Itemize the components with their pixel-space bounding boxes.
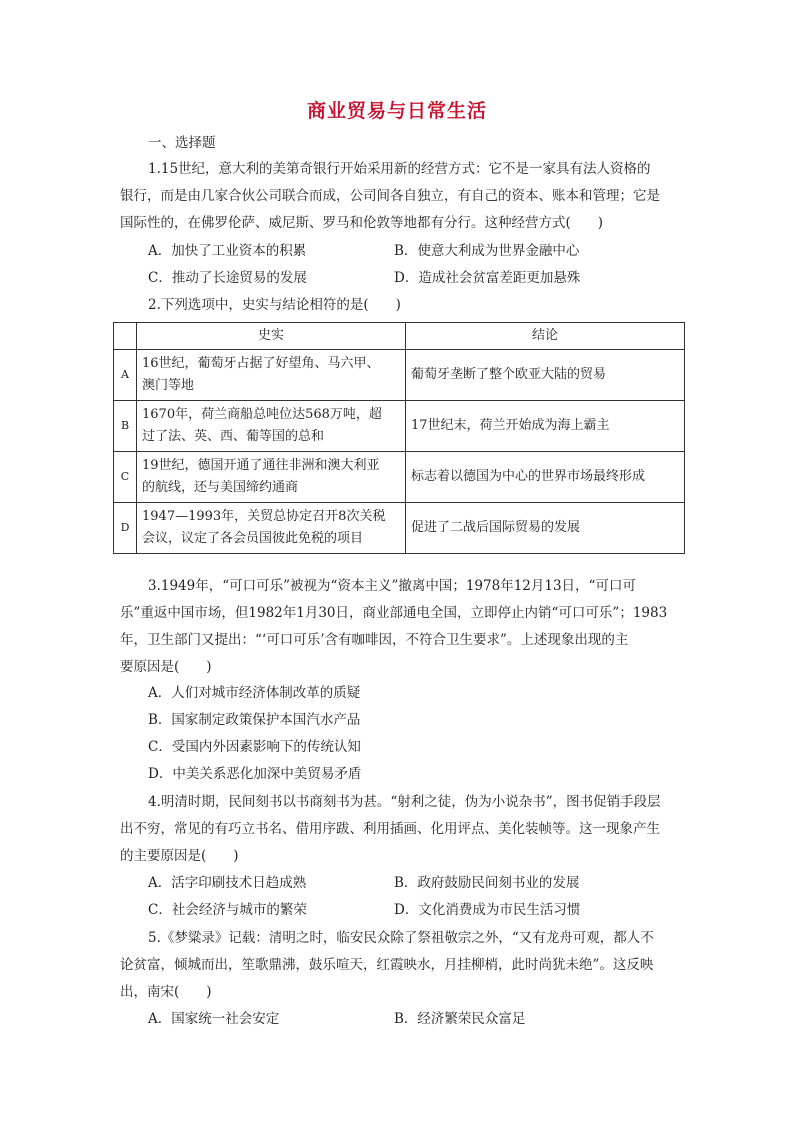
q3-option-a[interactable]: A．人们对城市经济体制改革的质疑 bbox=[148, 685, 361, 701]
table-header-conclusion: 结论 bbox=[406, 323, 685, 350]
section-heading: 一、选择题 bbox=[148, 135, 216, 151]
row-conclusion: 葡萄牙垄断了整个欧亚大陆的贸易 bbox=[406, 350, 685, 401]
row-fact: 16世纪，葡萄牙占据了好望角、马六甲、 澳门等地 bbox=[137, 350, 406, 401]
q3-option-d[interactable]: D．中美关系恶化加深中美贸易矛盾 bbox=[148, 766, 362, 782]
q3-text-line: 乐”重返中国市场，但1982年1月30日，商业部通电全国，立即停止内销“可口可乐”；1983 bbox=[120, 605, 668, 621]
q4-option-d[interactable]: D．文化消费成为市民生活习惯 bbox=[394, 902, 581, 918]
q5-text-line: 出，南宋( ) bbox=[120, 984, 212, 1000]
q3-option-c[interactable]: C．受国内外因素影响下的传统认知 bbox=[148, 739, 361, 755]
table-row bbox=[114, 503, 685, 554]
q1-text-line: 银行，而是由几家合伙公司联合而成，公司间各自独立，有自己的资本、账本和管理；它是 bbox=[120, 188, 660, 204]
table-row bbox=[114, 401, 685, 452]
q1-text-line: 国际性的，在佛罗伦萨、威尼斯、罗马和伦敦等地都有分行。这种经营方式( ) bbox=[120, 215, 604, 231]
q4-option-a[interactable]: A．活字印刷技术日趋成熟 bbox=[148, 875, 307, 891]
q5-option-b[interactable]: B．经济繁荣民众富足 bbox=[394, 1011, 526, 1027]
q3-text-line: 要原因是( ) bbox=[120, 659, 212, 675]
table-row bbox=[114, 350, 685, 401]
q1-option-d[interactable]: D．造成社会贫富差距更加悬殊 bbox=[394, 270, 581, 286]
q1-text-line: 1.15世纪，意大利的美第奇银行开始采用新的经营方式：它不是一家具有法人资格的 bbox=[148, 161, 651, 177]
q1-option-b[interactable]: B．使意大利成为世界金融中心 bbox=[394, 243, 580, 259]
q4-text-line: 出不穷，常见的有巧立书名、借用序跋、利用插画、化用评点、美化装帧等。这一现象产生 bbox=[120, 821, 660, 837]
q4-option-c[interactable]: C．社会经济与城市的繁荣 bbox=[148, 902, 307, 918]
row-fact: 19世纪，德国开通了通往非洲和澳大利亚 的航线，还与美国缔约通商 bbox=[137, 452, 406, 503]
q3-option-b[interactable]: B．国家制定政策保护本国汽水产品 bbox=[148, 712, 361, 728]
row-fact: 1947—1993年，关贸总协定召开8次关税 会议，议定了各会员国彼此免税的项目 bbox=[137, 503, 406, 554]
row-label: D bbox=[114, 503, 137, 554]
q1-option-a[interactable]: A．加快了工业资本的积累 bbox=[148, 243, 307, 259]
row-label: A bbox=[114, 350, 137, 401]
q5-option-a[interactable]: A．国家统一社会安定 bbox=[148, 1011, 280, 1027]
row-conclusion: 标志着以德国为中心的世界市场最终形成 bbox=[406, 452, 685, 503]
table-header-blank bbox=[114, 323, 137, 350]
row-conclusion: 促进了二战后国际贸易的发展 bbox=[406, 503, 685, 554]
q3-text-line: 3.1949年，“可口可乐”被视为“资本主义”撤离中国；1978年12月13日，“可口可 bbox=[148, 578, 636, 594]
table-header-fact: 史实 bbox=[137, 323, 406, 350]
table-header-row bbox=[114, 323, 685, 350]
row-label: B bbox=[114, 401, 137, 452]
row-conclusion: 17世纪末，荷兰开始成为海上霸主 bbox=[406, 401, 685, 452]
q1-option-c[interactable]: C．推动了长途贸易的发展 bbox=[148, 270, 307, 286]
q5-text-line: 5.《梦粱录》记载：清明之时，临安民众除了祭祖敬宗之外，“又有龙舟可观，都人不 bbox=[148, 930, 654, 946]
q5-text-line: 论贫富，倾城而出，笙歌鼎沸，鼓乐喧天，红霞映水，月挂柳梢，此时尚犹未绝”。这反映 bbox=[120, 957, 654, 973]
q4-text-line: 的主要原因是( ) bbox=[120, 848, 239, 864]
row-label: C bbox=[114, 452, 137, 503]
q3-text-line: 年，卫生部门又提出：“‘可口可乐’含有咖啡因，不符合卫生要求”。上述现象出现的主 bbox=[120, 632, 629, 648]
q4-option-b[interactable]: B．政府鼓励民间刻书业的发展 bbox=[394, 875, 580, 891]
table-row bbox=[114, 452, 685, 503]
q2-table bbox=[113, 322, 685, 554]
page-title: 商业贸易与日常生活 bbox=[306, 100, 487, 122]
q4-text-line: 4.明清时期，民间刻书以书商刻书为甚。“射利之徒，伪为小说杂书”，图书促销手段层 bbox=[148, 794, 661, 810]
q2-stem: 2.下列选项中，史实与结论相符的是( ) bbox=[148, 297, 401, 313]
row-fact: 1670年，荷兰商船总吨位达568万吨，超 过了法、英、西、葡等国的总和 bbox=[137, 401, 406, 452]
